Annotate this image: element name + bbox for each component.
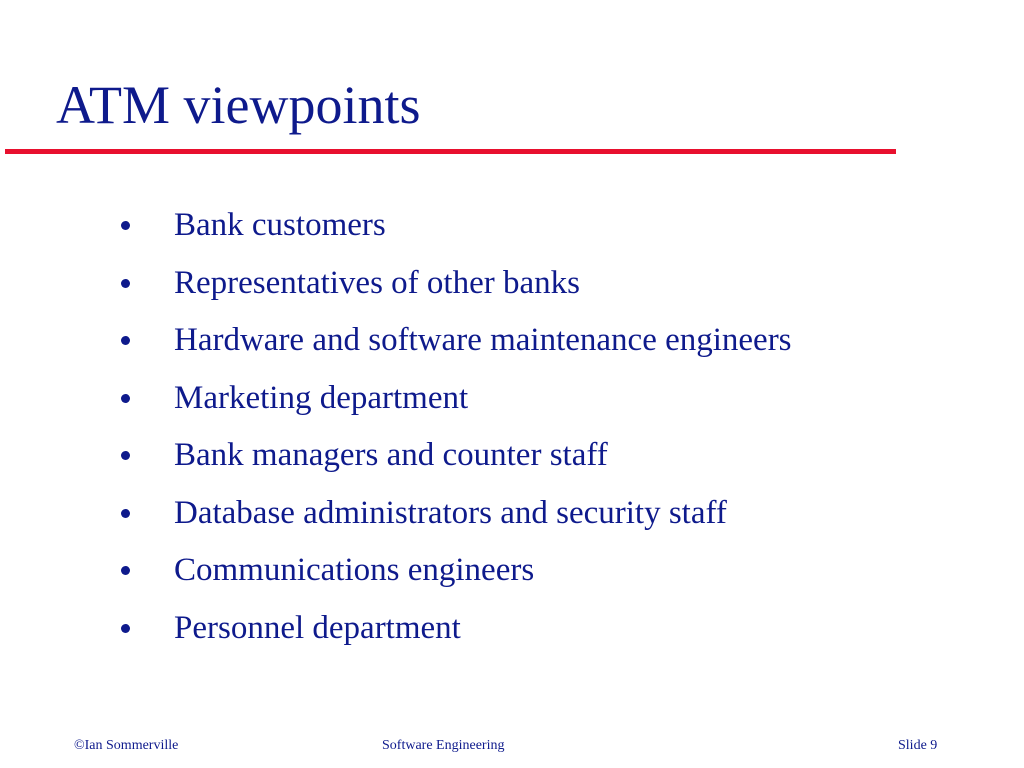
bullet-text: Communications engineers xyxy=(174,552,535,589)
bullet-text: Marketing department xyxy=(174,379,469,416)
list-item xyxy=(118,485,792,543)
bullet-text: Bank managers and counter staff xyxy=(174,437,608,474)
bullet-icon xyxy=(121,336,130,345)
list-item xyxy=(118,542,792,600)
list-item xyxy=(118,197,792,255)
title-underline-rule xyxy=(5,149,896,154)
footer-course-name: Software Engineering xyxy=(382,738,505,753)
bullet-text: Personnel department xyxy=(174,609,461,646)
bullet-text: Bank customers xyxy=(174,207,386,244)
list-item xyxy=(118,312,792,370)
bullet-icon xyxy=(121,394,130,403)
bullet-text: Database administrators and security staff xyxy=(174,494,727,531)
bullet-icon xyxy=(121,279,130,288)
list-item xyxy=(118,255,792,313)
footer-copyright: ©Ian Sommerville xyxy=(74,738,179,753)
bullet-icon xyxy=(121,509,130,518)
bullet-icon xyxy=(121,221,130,230)
slide-title: ATM viewpoints xyxy=(56,75,421,135)
bullet-icon xyxy=(121,451,130,460)
footer-slide-number: Slide 9 xyxy=(898,738,938,753)
bullet-text: Representatives of other banks xyxy=(174,264,580,301)
list-item xyxy=(118,370,792,428)
list-item xyxy=(118,427,792,485)
bullet-list xyxy=(118,197,792,657)
bullet-icon xyxy=(121,624,130,633)
bullet-icon xyxy=(121,566,130,575)
bullet-text: Hardware and software maintenance engineers xyxy=(174,322,792,359)
list-item xyxy=(118,600,792,658)
